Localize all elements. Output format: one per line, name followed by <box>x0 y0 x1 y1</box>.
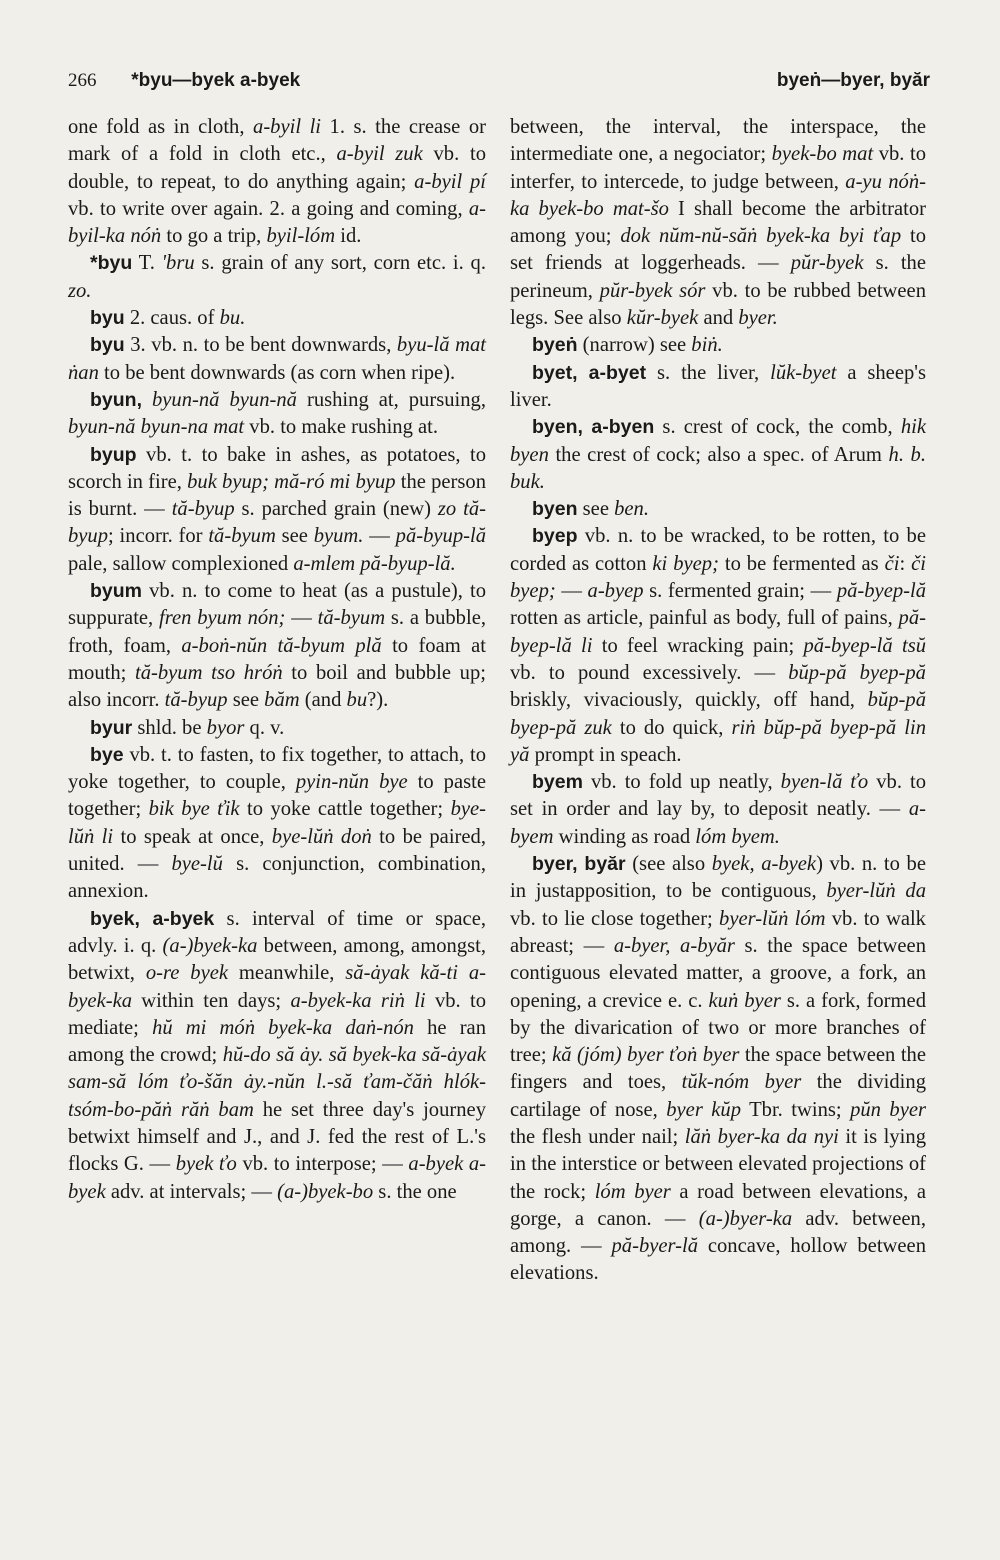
entry-text: the crest of cock; also a spec. of Arum <box>548 443 889 466</box>
entry-text: the space between the fingers and toes, <box>510 1044 926 1094</box>
entry-text: to go a trip, <box>161 225 267 248</box>
italic-term: zo. <box>68 279 92 302</box>
italic-term: (a-)byek-bo <box>277 1180 374 1203</box>
entry-text: s. grain of any sort, corn etc. i. q. <box>194 252 486 275</box>
headword: byun, <box>90 388 142 411</box>
italic-term: byer kŭp <box>666 1098 742 1121</box>
entry-text: prompt in speach. <box>529 743 682 766</box>
headword: byem <box>532 771 583 794</box>
entry-text: briskly, vivaciously, quickly, off hand, <box>510 689 868 712</box>
italic-term: bye-lŭ <box>171 853 223 876</box>
entry-text: — <box>555 580 588 603</box>
italic-term: a-byek-ka riṅ li <box>290 989 426 1012</box>
italic-term: pŭr-byek <box>790 252 864 275</box>
italic-term: a-byem <box>510 798 926 848</box>
italic-term: tă-byum <box>208 525 276 548</box>
italic-term: a-byep <box>587 580 644 603</box>
entry-text: vb. to be rubbed between legs. See also <box>510 279 926 330</box>
italic-term: bŭp-pă byep-pă zuk <box>510 689 926 739</box>
entry-text: he ran among the crowd; <box>68 1016 486 1067</box>
entry-text: vb. to walk abreast; — <box>510 907 926 957</box>
entry-text: I shall become the arbitrator among you; <box>510 197 926 248</box>
italic-term: pă-byep-lă <box>836 580 927 603</box>
italic-term: a-yu nóṅ-ka byek-bo mat-šo <box>510 170 926 220</box>
entry-text: 3. vb. n. to be bent downwards, <box>124 334 397 357</box>
italic-term: byer-lŭṅ da <box>826 880 926 903</box>
italic-term: byer-lŭṅ lóm <box>719 907 826 930</box>
entry-text: the dividing cartilage of nose, <box>510 1071 926 1121</box>
entry-text: vb. to interpose; — <box>236 1153 409 1176</box>
entry-text: s. fermented grain; — <box>643 580 837 603</box>
italic-term: 'bru <box>161 252 195 275</box>
headword: byeṅ <box>532 334 578 357</box>
entry-text: s. the liver, <box>646 361 771 384</box>
italic-term: bu. <box>219 307 246 330</box>
italic-term: lóm byer <box>594 1180 671 1203</box>
italic-term: byil-lóm <box>266 225 336 248</box>
italic-term: tă-byum tso hróṅ <box>134 661 283 684</box>
italic-term: byen-lă ťo <box>780 771 869 794</box>
entry-text: it is lying in the interstice or between elevated projections of the rock; <box>510 1125 926 1203</box>
entry-text: : <box>899 552 912 575</box>
entry-text: T. <box>132 252 162 275</box>
dictionary-entry <box>510 769 926 851</box>
entry-text: to paste together; <box>68 771 486 821</box>
italic-term: pă-byep-lă li <box>510 607 926 657</box>
italic-term: a-boṅ-nŭn tă-byum plă <box>181 634 382 657</box>
entry-text: — <box>285 607 318 630</box>
entry-text: to yoke cattle together; <box>239 798 451 821</box>
entry-text: id. <box>335 225 362 248</box>
entry-text: s. the one <box>373 1180 457 1203</box>
entry-text: s. the space between contiguous elevated matter, a groove, a fork, an opening, a crevice e. c. <box>510 934 926 1012</box>
entry-text: s. conjunction, combination, annexion. <box>68 853 486 903</box>
entry-text: ) vb. n. to be in justapposition, to be contiguous, <box>510 853 926 903</box>
entry-text: adv. between, among. — <box>510 1207 926 1258</box>
entry-text: to be paired, united. — <box>68 825 486 876</box>
italic-term: byek ťo <box>175 1153 237 1176</box>
entry-text: ?). <box>367 689 389 712</box>
italic-term: byun-nă byun-na mat <box>68 416 245 439</box>
entry-text: the person is burnt. — <box>68 470 487 521</box>
entry-text: concave, hollow between elevations. <box>510 1235 926 1285</box>
italic-term: riṅ bŭp-pă byep-pă lin yă <box>510 716 926 766</box>
italic-term: tă-byup <box>171 498 235 521</box>
italic-term: buk byup; mă-ró mi byup <box>187 470 396 493</box>
entry-text: see <box>275 525 314 548</box>
dictionary-entry <box>510 332 926 359</box>
italic-term: a-byil li <box>253 116 322 138</box>
italic-term: bu <box>346 689 368 712</box>
entry-text: see <box>227 689 265 712</box>
entry-text: to be fermented as <box>718 552 885 575</box>
page-header-left <box>68 70 488 92</box>
entry-text: — <box>363 525 396 548</box>
entry-text: s. crest of cock, the comb, <box>654 416 901 439</box>
dictionary-entry <box>68 715 486 742</box>
italic-term: o-re byek <box>145 962 228 985</box>
entry-text: vb. to mediate; <box>68 989 486 1039</box>
entry-text: to set friends at loggerheads. — <box>510 225 926 275</box>
entry-text: (see also <box>625 853 712 876</box>
entry-text: 1. s. the crease or mark of a fold in cloth etc., <box>68 116 486 166</box>
entry-text: s. parched grain (new) <box>234 498 438 521</box>
entry-text: ; incorr. for <box>108 525 209 548</box>
entry-text: s. a bubble, froth, foam, <box>68 607 486 657</box>
italic-term: h. b. buk. <box>510 443 926 493</box>
italic-term: pă-byep-lă tsŭ <box>803 634 927 657</box>
dictionary-entry <box>68 305 486 332</box>
dictionary-entry <box>510 851 926 1288</box>
headword: byur <box>90 716 133 739</box>
dictionary-entry <box>68 578 486 714</box>
entry-text: within ten days; <box>132 989 291 1012</box>
italic-term: lóm byem. <box>695 825 780 848</box>
italic-term: fren byum nón; <box>159 607 286 630</box>
running-head-left: *byu—byek a-byek <box>131 70 301 91</box>
entry-text: winding as road <box>553 825 696 848</box>
entry-text: he set three day's journey betwixt himself and J., and J. fed the rest of L.'s flocks G. — <box>68 1098 486 1176</box>
italic-term: lŭk-byet <box>770 361 837 384</box>
dictionary-entry <box>510 114 926 332</box>
italic-term: pă-byer-lă <box>611 1235 699 1258</box>
entry-text: a sheep's liver. <box>510 361 926 411</box>
italic-term: ki byep; <box>652 552 719 575</box>
headword: byek, a-byek <box>90 907 215 930</box>
headword: byer, byăr <box>532 853 626 876</box>
italic-term: a-byil zuk <box>336 143 423 166</box>
page-header-right <box>510 70 930 92</box>
entry-text: to do quick, <box>611 716 732 739</box>
entry-text: vb. t. to bake in ashes, as potatoes, to scorch in fire, <box>68 443 486 493</box>
headword: byu <box>90 307 125 330</box>
italic-term: hik byen <box>510 416 926 466</box>
page-number: 266 <box>68 70 97 91</box>
entry-text: s. the perineum, <box>510 252 926 302</box>
dictionary-entry <box>68 906 486 1206</box>
entry-text: 2. caus. of <box>124 307 220 330</box>
headword: *byu <box>90 252 133 275</box>
italic-term: bŭp-pă byep-pă <box>788 661 926 684</box>
headword: byet, a-byet <box>532 361 647 384</box>
entry-text <box>142 389 152 411</box>
entry-text: vb. to interfer, to intercede, to judge between, <box>510 143 926 193</box>
italic-term: bye-lŭṅ li <box>68 798 486 848</box>
entry-text: to be bent downwards (as corn when ripe). <box>98 361 456 384</box>
entry-text: vb. t. to fasten, to fix together, to attach, to yoke together, to couple, <box>68 743 486 794</box>
italic-term: kuṅ byer <box>708 989 781 1012</box>
italic-term: kŭr-byek <box>626 307 699 330</box>
italic-term: tă-byup <box>164 689 228 712</box>
dictionary-entry <box>510 523 926 769</box>
entry-text: (and <box>299 689 347 712</box>
italic-term: kă (jóm) byer ťoṅ byer <box>552 1044 740 1067</box>
italic-term: a-byil-ka nóṅ <box>68 197 486 248</box>
headword: bye <box>90 743 124 766</box>
italic-term: byek-bo mat <box>771 143 874 166</box>
italic-term: hŭ mi móṅ byek-ka daṅ-nón <box>152 1016 414 1039</box>
headword: byu <box>90 334 125 357</box>
headword: byum <box>90 580 143 603</box>
entry-text: s. interval of time or space, advly. i. q. <box>68 907 486 957</box>
italic-term: byor <box>206 716 245 739</box>
italic-term: byer. <box>738 307 778 330</box>
entry-text: vb. n. to come to heat (as a pustule), to suppurate, <box>68 580 486 630</box>
italic-term: a-mlem pă-byup-lă. <box>293 552 456 575</box>
entry-text: one fold as in cloth, <box>68 116 254 138</box>
italic-term: tă-byum <box>317 607 386 630</box>
entry-text: vb. to fold up neatly, <box>582 771 781 794</box>
italic-term: să-ȧyak kă-ti a-byek-ka <box>68 962 487 1012</box>
dictionary-entry <box>68 387 486 442</box>
dictionary-entry <box>510 496 926 523</box>
italic-term: băm <box>264 689 300 712</box>
italic-term: pŭn byer <box>850 1098 926 1121</box>
entry-text: meanwhile, <box>228 962 346 985</box>
italic-term: ben. <box>614 498 649 521</box>
entry-text: vb. to make rushing at. <box>244 416 439 439</box>
dictionary-entry <box>68 442 486 578</box>
headword: byep <box>532 525 578 548</box>
entry-text: and <box>698 307 739 330</box>
entry-text: pale, sallow complexioned <box>68 552 294 575</box>
italic-term: a-byil pí <box>414 170 487 193</box>
italic-term: pă-byup-lă <box>395 525 487 548</box>
entry-text: vb. to write over again. 2. a going and coming, <box>68 197 469 220</box>
entry-text: shld. be <box>132 716 207 739</box>
dictionary-entry <box>510 414 926 496</box>
entry-text: vb. to double, to repeat, to do anything again; <box>68 143 486 193</box>
italic-term: zo tă-byup <box>68 498 486 548</box>
entry-text: vb. to lie close together; <box>510 907 720 930</box>
right-column <box>510 114 926 1288</box>
entry-text: see <box>577 498 615 521</box>
running-head-right: byeṅ—byer, byăr <box>776 70 930 91</box>
dictionary-entry <box>68 250 486 305</box>
entry-text: vb. to pound excessively. — <box>510 661 789 684</box>
entry-text: Tbr. twins; <box>741 1098 851 1121</box>
entry-text: to feel wracking pain; <box>592 634 804 657</box>
italic-term: či byep; <box>510 552 926 603</box>
left-column <box>68 114 486 1206</box>
italic-term: či <box>884 552 900 575</box>
italic-term: (a-)byer-ka <box>698 1207 793 1230</box>
entry-text: s. a fork, formed by the divarication of two or more branches of tree; <box>510 989 926 1067</box>
italic-term: (a-)byek-ka <box>162 934 258 957</box>
headword: byen <box>532 498 578 521</box>
entry-text: rushing at, pursuing, <box>296 388 486 411</box>
entry-text: a road between elevations, a gorge, a canon. — <box>510 1180 926 1230</box>
dictionary-entry <box>510 360 926 415</box>
italic-term: pŭr-byek sór <box>599 279 706 302</box>
entry-text: to boil and bubble up; also incorr. <box>68 661 486 712</box>
italic-term: pyin-nŭn bye <box>295 771 408 794</box>
entry-text: adv. at intervals; — <box>105 1180 278 1203</box>
entry-text: rotten as article, painful as body, full of pains, <box>510 607 899 630</box>
entry-text: to foam at mouth; <box>68 634 486 684</box>
italic-term: a-byek a-byek <box>68 1153 487 1203</box>
headword: byen, a-byen <box>532 416 655 439</box>
italic-term: byun-nă byun-nă <box>152 388 297 411</box>
italic-term: a-byer, a-byăr <box>613 934 735 957</box>
entry-text: vb. n. to be wracked, to be rotten, to be corded as cotton <box>510 525 926 575</box>
italic-term: byum. <box>313 525 364 548</box>
italic-term: lăṅ byer-ka da nyi <box>684 1125 839 1148</box>
entry-text: to speak at once, <box>113 825 272 848</box>
italic-term: bik bye ťik <box>148 798 240 821</box>
italic-term: tŭk-nóm byer <box>681 1071 802 1094</box>
dictionary-entry <box>68 114 486 250</box>
entry-text: vb. to set in order and lay by, to deposit neatly. — <box>510 771 926 821</box>
dictionary-entry <box>68 332 486 387</box>
dictionary-entry <box>68 742 486 906</box>
entry-text: (narrow) see <box>577 334 692 357</box>
entry-text: between, the interval, the interspace, the intermediate one, a negociator; <box>510 116 926 166</box>
italic-term: bye-lŭṅ doṅ <box>271 825 372 848</box>
entry-text: the flesh under nail; <box>510 1125 685 1148</box>
entry-text: q. v. <box>244 716 285 739</box>
italic-term: byek, a-byek <box>711 853 817 876</box>
italic-term: byu-lă mat ṅan <box>68 334 486 384</box>
italic-term: biṅ. <box>691 334 723 357</box>
headword: byup <box>90 443 137 466</box>
italic-term: dok nŭm-nŭ-săṅ byek-ka byi ťap <box>620 225 902 248</box>
entry-text: between, among, amongst, betwixt, <box>68 934 486 985</box>
italic-term: hŭ-do să ȧy. să byek-ka să-ȧyak sam-să lóm ťo-šăn ȧy.-nŭn l.-să ťam-čăṅ hlók-tsóm-bo-păṅ răṅ bam <box>68 1044 487 1121</box>
